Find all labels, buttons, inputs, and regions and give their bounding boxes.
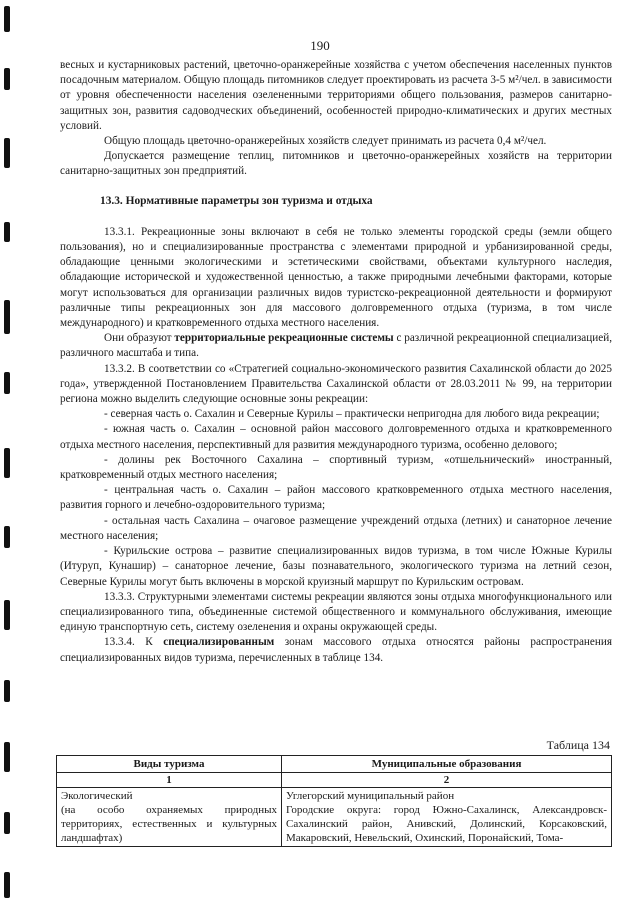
column-number-row	[57, 773, 612, 788]
list-item: - центральная часть о. Сахалин – район массового кратковременного отдыха местного населения, развития горного и лечебно-оздоровительного туризма;	[60, 484, 612, 512]
column-number: 1	[57, 773, 282, 788]
table-cell	[282, 788, 612, 847]
section-heading: 13.3. Нормативные параметры зон туризма и отдыха	[100, 194, 373, 207]
table-row	[57, 788, 612, 847]
cell-text: Углегорский муниципальный район	[286, 790, 455, 802]
document-body	[60, 58, 612, 666]
tourism-table	[56, 755, 612, 847]
cell-text: Экологический	[61, 790, 133, 802]
bold-term: специализированным	[163, 636, 275, 649]
table-cell	[57, 788, 282, 847]
paragraph: 13.3.4. К специализированным зонам массового отдыха относятся районы распространения специализированных видов туризма, перечисленных в таблице 134.	[60, 636, 612, 664]
paragraph: 13.3.3. Структурными элементами системы рекреации являются зоны отдыха многофункционального или специализированного типа, объединенные системой общественного и коммунального обслуживания, имеющие единую транспортную сеть, систему озеленения и охраны окружающей среды.	[60, 590, 612, 634]
paragraph: весных и кустарниковых растений, цветочно-оранжерейные хозяйства с учетом обеспечения населенных пунктов посадочным материалом. Общую площадь питомников следует проектировать из расчета 3-5 м²/чел. в зависимости от уровня обеспеченности населения озелененными территориями общего пользования, размеров санитарно-защитных зон, развития садоводческих объединений, особенностей природно-климатических и других местных условий.	[60, 59, 612, 132]
column-number: 2	[282, 773, 612, 788]
cell-text: Городские округа: город Южно-Сахалинск, Александровск-Сахалинский район, Анивский, Долинский, Корсаковский, Макаровский, Невельский, Охинский, Поронайский, Тома-	[286, 804, 607, 844]
paragraph: 13.3.1. Рекреационные зоны включают в себя не только элементы городской среды (земли общего пользования), но и специализированные пространства с элементами природной и урбанизированной среды, обладающие ценными экологическими и эстетическими свойствами, объектами культурного наследия, обладающие исторической и художественной ценностью, а также природными лечебными факторами, которые могут использоваться для организации различных видов туристско-рекреационной деятельности и формируют различные типы рекреационных зон для массового долговременного отдыха (туризма, в том числе международного) и кратковременного отдыха местного населения.	[60, 225, 612, 330]
list-item: - южная часть о. Сахалин – основной район массового долговременного отдыха и кратковременного отдыха местного населения, перспективный для развития международного туризма, особенно делового;	[60, 423, 612, 451]
list-item: - долины рек Восточного Сахалина – спортивный туризм, «отшельнический» иностранный, кратковременный отдых местного населения;	[60, 453, 612, 482]
list-item: - остальная часть Сахалина – очаговое размещение учреждений отдыха (летних) и санаторное лечение местного населения;	[60, 514, 612, 542]
table-header-row	[57, 756, 612, 773]
table-header: Муниципальные образования	[282, 756, 612, 773]
binding-holes	[4, 0, 12, 905]
paragraph: Допускается размещение теплиц, питомников и цветочно-оранжерейных хозяйств на территории санитарно-защитных зон предприятий.	[60, 150, 612, 178]
paragraph: Они образуют территориальные рекреационные системы с различной рекреационной специализацией, различного масштаба и типа.	[60, 332, 612, 360]
list-item: - северная часть о. Сахалин и Северные Курилы – практически непригодна для любого вида рекреации;	[104, 408, 600, 421]
paragraph: Общую площадь цветочно-оранжерейных хозяйств следует принимать из расчета 0,4 м²/чел.	[104, 135, 547, 148]
page-number: 190	[310, 38, 330, 53]
list-item: - Курильские острова – развитие специализированных видов туризма, в том числе Южные Курилы (Итуруп, Кунашир) – санаторное лечение, базы познавательного, экологического туризма на летний сезон, Северные Курилы могут быть включены в морской круизный маршрут по Курильским островам.	[60, 545, 612, 588]
paragraph: 13.3.2. В соответствии со «Стратегией социально-экономического развития Сахалинской области до 2025 года», утвержденной Постановлением Правительства Сахалинской области от 28.03.2011 № 99, на территории региона можно выделить следующие основные зоны рекреации:	[60, 362, 612, 406]
bold-term: территориальные рекреационные системы	[174, 332, 394, 345]
table-caption: Таблица 134	[546, 738, 610, 752]
cell-text: (на особо охраняемых природных территориях, естественных и культурных ландшафтах)	[61, 804, 277, 844]
table-header: Виды туризма	[57, 756, 282, 773]
